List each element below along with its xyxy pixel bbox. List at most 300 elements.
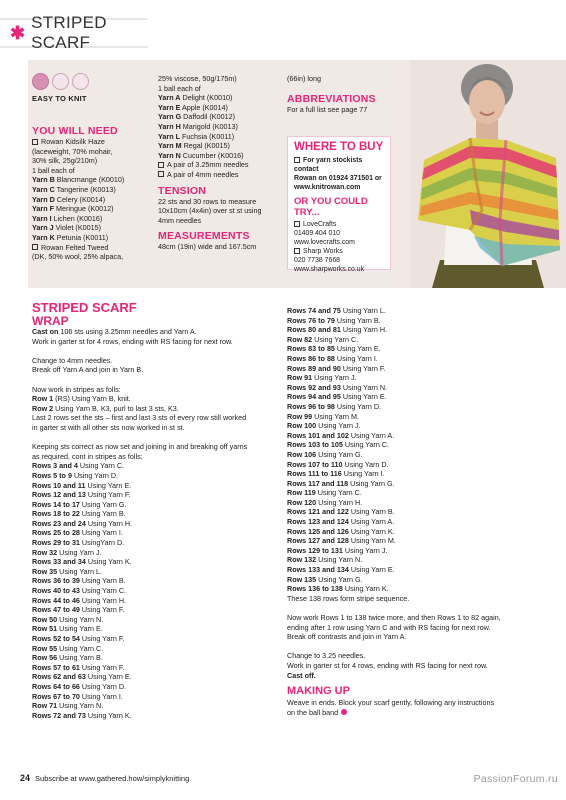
pattern-line bbox=[32, 490, 272, 500]
pattern-line bbox=[32, 413, 272, 423]
pattern-line-text: Now work in stripes as folls: bbox=[32, 384, 121, 394]
pattern-line-text: Using Yarn D. bbox=[71, 470, 119, 480]
pattern-line-text: Using Yarn F. bbox=[85, 490, 131, 500]
tension-line: 22 sts and 30 rows to measure bbox=[158, 196, 257, 206]
pattern-line bbox=[32, 672, 272, 682]
material-line-bold: Yarn K bbox=[32, 232, 55, 242]
material-line-bold: Yarn C bbox=[32, 184, 55, 194]
pattern-line-bold: Rows 94 and 95 bbox=[287, 392, 341, 402]
pattern-line-bold: Row 82 bbox=[287, 334, 313, 344]
material-line bbox=[158, 84, 276, 94]
pattern-line-bold: Row 2 bbox=[32, 403, 54, 413]
pattern-line-text: Using Yarn E. bbox=[348, 565, 395, 575]
material-line bbox=[158, 151, 276, 161]
pattern-line-bold: Row 119 bbox=[287, 488, 316, 498]
pattern-line-bold: Rows 14 to 17 bbox=[32, 499, 80, 509]
alternative-line-text: Sharp Works bbox=[303, 248, 343, 255]
pattern-line-text: Using Yarn A. bbox=[348, 430, 395, 440]
making-up-line-2 bbox=[287, 708, 549, 718]
pattern-line bbox=[32, 452, 272, 462]
pattern-line-text: Using Yarn B. bbox=[79, 576, 126, 586]
pattern-line-bold: Rows 44 to 46 bbox=[32, 595, 80, 605]
pattern-line bbox=[287, 613, 549, 623]
material-line bbox=[32, 243, 157, 253]
pattern-line bbox=[287, 412, 549, 422]
material-line-text: (DK, 50% wool, 25% alpaca, bbox=[32, 252, 124, 262]
pattern-line-text: Using Yarn F. bbox=[79, 662, 125, 672]
pattern-line bbox=[32, 596, 272, 606]
pattern-line-bold: Rows 5 to 9 bbox=[32, 470, 72, 480]
material-line-bold: Yarn G bbox=[158, 112, 182, 122]
pattern-line-text: Using Yarn E. bbox=[85, 480, 132, 490]
material-line-text: A pair of 3.25mm needles bbox=[167, 160, 249, 170]
pattern-line-text: Break off Yarn A and join in Yarn B. bbox=[32, 365, 144, 375]
checkbox-icon bbox=[294, 157, 300, 163]
alternative-line bbox=[294, 238, 384, 247]
pattern-line-bold: Rows 86 to 88 bbox=[287, 353, 335, 363]
material-line-text: Lichen (K0016) bbox=[51, 213, 103, 223]
pattern-line bbox=[287, 383, 549, 393]
pattern-line bbox=[32, 471, 272, 481]
material-line-bold: Yarn J bbox=[32, 223, 54, 233]
pattern-line-bold: Row 135 bbox=[287, 574, 317, 584]
pattern-line bbox=[32, 394, 272, 404]
material-line-text: (laceweight, 70% mohair, bbox=[32, 146, 113, 156]
pattern-line-text: Using Yarn B. bbox=[57, 653, 103, 663]
pattern-line-bold: Rows 36 to 39 bbox=[32, 576, 80, 586]
material-line-text: Rowan Kidsilk Haze bbox=[41, 137, 105, 146]
pattern-line-bold: Rows 96 to 98 bbox=[287, 401, 335, 411]
pattern-line-text: Using Yarn G. bbox=[316, 449, 363, 459]
material-line-bold: Yarn N bbox=[158, 150, 181, 160]
pattern-line bbox=[32, 365, 272, 375]
pattern-line bbox=[32, 337, 272, 347]
pattern-line-bold: Rows 127 and 128 bbox=[287, 536, 349, 546]
material-line-text: Regal (K0015) bbox=[181, 141, 230, 151]
abbreviations-heading: ABBREVIATIONS bbox=[287, 92, 376, 105]
pattern-line bbox=[287, 594, 549, 604]
material-line-bold: Yarn E bbox=[158, 102, 181, 112]
material-line-bold: Yarn B bbox=[32, 175, 55, 185]
pattern-line-text: Using Yarn M. bbox=[312, 411, 360, 421]
material-line bbox=[32, 233, 157, 243]
yarn-ball-icon bbox=[72, 73, 89, 90]
pattern-line bbox=[287, 316, 549, 326]
pattern-line bbox=[287, 402, 549, 412]
alternative-line-text: 020 7738 7668 bbox=[294, 257, 340, 264]
pattern-line bbox=[287, 555, 549, 565]
pattern-line-text: Using Yarn C. bbox=[79, 586, 127, 596]
pattern-line-text: Using Yarn H. bbox=[85, 518, 133, 528]
material-line-text: A pair of 4mm needles bbox=[167, 169, 239, 179]
material-line-bold: Yarn F bbox=[32, 204, 54, 214]
pattern-line-text: Now work Rows 1 to 138 twice more, and then Rows 1 to 82 again, bbox=[287, 613, 501, 622]
material-line-text: 1 ball each of bbox=[32, 165, 75, 175]
pattern-line-bold: Rows 101 and 102 bbox=[287, 430, 349, 440]
measurements-text bbox=[158, 242, 276, 252]
pattern-line-bold: Rows 52 to 54 bbox=[32, 634, 80, 643]
material-line bbox=[158, 141, 276, 151]
material-line-text: Marigold (K0013) bbox=[180, 121, 238, 131]
pattern-line-bold: Row 120 bbox=[287, 497, 317, 507]
pattern-line-text: in garter st with all other sts now worked in st st. bbox=[32, 422, 185, 432]
pattern-line bbox=[32, 481, 272, 491]
material-line-text: Apple (K0014) bbox=[180, 102, 228, 112]
pattern-line-text: Using Yarn J. bbox=[312, 373, 357, 383]
material-line-text: Tangerine (K0013) bbox=[54, 184, 116, 194]
pattern-line bbox=[32, 576, 272, 586]
pattern-line bbox=[287, 306, 549, 316]
pattern-line bbox=[287, 440, 549, 450]
watermark: PassionForum.ru bbox=[473, 773, 558, 785]
pattern-line bbox=[32, 538, 272, 548]
pattern-line-text: These 138 rows form stripe sequence. bbox=[287, 593, 410, 603]
measurements-continued: (66in) long bbox=[287, 74, 321, 83]
skill-label: EASY TO KNIT bbox=[32, 94, 87, 103]
pattern-line-text: Using Yarn G. bbox=[79, 499, 127, 509]
pattern-line-text: Using Yarn N. bbox=[57, 701, 104, 711]
material-line bbox=[158, 160, 276, 170]
material-line-text: Cucumber (K0016) bbox=[180, 150, 244, 160]
pattern-line-bold: Rows 64 to 66 bbox=[32, 681, 80, 691]
you-will-need-heading: YOU WILL NEED bbox=[32, 125, 118, 137]
pattern-line-text: Using Yarn N. bbox=[57, 614, 104, 624]
pattern-line bbox=[287, 546, 549, 556]
pattern-line-text: Using Yarn E. bbox=[85, 672, 132, 682]
stockist-line-bold: www.knitrowan.com bbox=[294, 184, 361, 191]
pattern-line-text: Work in garter st for 4 rows, ending with RS facing for next row. bbox=[287, 660, 488, 670]
pattern-line-text: Using Yarn E. bbox=[334, 344, 381, 354]
materials-list-continued bbox=[158, 74, 276, 180]
pattern-line-text: Using Yarn J. bbox=[57, 547, 102, 557]
pattern-line-text: Using Yarn K. bbox=[85, 557, 132, 567]
alternative-line-text: 01409 404 010 bbox=[294, 230, 340, 237]
material-line bbox=[158, 112, 276, 122]
pattern-line bbox=[287, 344, 549, 354]
pattern-line bbox=[287, 661, 549, 671]
pattern-line bbox=[287, 632, 549, 642]
pattern-line bbox=[287, 479, 549, 489]
pattern-rows-continued bbox=[287, 306, 549, 680]
pattern-line-bold: Rows 62 and 63 bbox=[32, 672, 86, 682]
pattern-line-bold: Rows 129 to 131 bbox=[287, 545, 343, 555]
pattern-line-text: Using Yarn H. bbox=[316, 497, 363, 507]
pattern-line-bold: Row 55 bbox=[32, 643, 58, 653]
tension-line: 4mm needles bbox=[158, 215, 202, 225]
material-line-text: Rowan Felted Tweed bbox=[41, 242, 109, 252]
pattern-line bbox=[287, 536, 549, 546]
pattern-line-bold: Rows 40 to 43 bbox=[32, 586, 80, 596]
pattern-line-text: Change to 3.25 needles. bbox=[287, 651, 366, 661]
pattern-line bbox=[32, 663, 272, 673]
pattern-line-bold: Row 71 bbox=[32, 701, 58, 711]
pattern-line-text: Using Yarn M. bbox=[348, 536, 396, 546]
pattern-line-bold: Rows 92 and 93 bbox=[287, 382, 341, 392]
pattern-line-text: Using Yarn D. bbox=[342, 459, 389, 469]
material-line bbox=[32, 137, 157, 147]
paragraph-gap bbox=[32, 375, 272, 385]
alternative-line-text: www.sharpworks.co.uk bbox=[294, 266, 365, 273]
pattern-line bbox=[32, 605, 272, 615]
pattern-line-text: UsingYarn D. bbox=[79, 538, 125, 548]
stockist-line bbox=[294, 183, 384, 192]
pattern-line-bold: Rows 47 to 49 bbox=[32, 605, 80, 615]
pattern-line-text: Using Yarn F. bbox=[340, 363, 386, 373]
material-line bbox=[32, 204, 157, 214]
pattern-line-text: Using Yarn N. bbox=[340, 382, 388, 392]
pattern-line-bold: Row 106 bbox=[287, 449, 317, 459]
pattern-line-bold: Cast off. bbox=[287, 670, 316, 680]
material-line-bold: Yarn D bbox=[32, 194, 55, 204]
pattern-line-text: Using Yarn K. bbox=[342, 584, 389, 594]
pattern-title: STRIPED SCARF bbox=[32, 300, 137, 315]
pattern-line-bold: Row 50 bbox=[32, 614, 58, 624]
pattern-line-bold: Row 100 bbox=[287, 421, 317, 431]
checkbox-icon bbox=[158, 162, 164, 168]
alternative-line bbox=[294, 220, 384, 229]
pattern-line bbox=[287, 373, 549, 383]
pattern-line-bold: Rows 121 and 122 bbox=[287, 507, 349, 517]
material-line bbox=[32, 156, 157, 166]
materials-list bbox=[32, 137, 157, 262]
material-line-bold: Yarn A bbox=[158, 93, 181, 103]
pattern-line bbox=[32, 385, 272, 395]
where-to-buy-heading: WHERE TO BUY bbox=[294, 141, 384, 153]
alternative-line bbox=[294, 247, 384, 256]
pattern-line-text: Change to 4mm needles. bbox=[32, 355, 113, 365]
pattern-line-text: Using Yarn I. bbox=[79, 528, 123, 538]
pattern-line-bold: Rows 23 and 24 bbox=[32, 518, 86, 528]
pattern-line-text: Using Yarn N. bbox=[316, 555, 363, 565]
material-line-text: Daffodil (K0012) bbox=[181, 112, 235, 122]
checkbox-icon bbox=[32, 244, 38, 250]
page-number: 24 bbox=[20, 773, 31, 783]
stockist-line-bold: For yarn stockists contact bbox=[294, 157, 363, 173]
pattern-line bbox=[32, 519, 272, 529]
checkbox-icon bbox=[294, 248, 300, 254]
pattern-line bbox=[287, 575, 549, 585]
stockist-line bbox=[294, 156, 384, 174]
pattern-line-bold: Rows 3 and 4 bbox=[32, 461, 78, 471]
making-up-line-2-text: on the ball band bbox=[287, 707, 339, 717]
skill-rating bbox=[32, 73, 89, 90]
pattern-line bbox=[32, 692, 272, 702]
material-line bbox=[32, 214, 157, 224]
pattern-line-text: Using Yarn C. bbox=[312, 334, 359, 344]
asterisk-icon: ✱ bbox=[10, 23, 26, 43]
material-line bbox=[158, 93, 276, 103]
pattern-line-text: Using Yarn I. bbox=[79, 691, 123, 701]
alternative-stockists bbox=[294, 220, 384, 274]
pattern-instructions-col2 bbox=[287, 306, 549, 717]
measurements-line: 48cm (19in) wide and 167.5cm bbox=[158, 242, 257, 252]
pattern-line-text: Using Yarn A. bbox=[348, 517, 395, 527]
material-line-text: Fuchsia (K0011) bbox=[179, 131, 235, 141]
pattern-line bbox=[287, 335, 549, 345]
pattern-line bbox=[32, 682, 272, 692]
pattern-line bbox=[32, 557, 272, 567]
making-up-line-1: Weave in ends. Block your scarf gently, following any instructions bbox=[287, 698, 495, 708]
pattern-line bbox=[32, 567, 272, 577]
pattern-line bbox=[32, 500, 272, 510]
paragraph-gap bbox=[32, 433, 272, 443]
pattern-line bbox=[287, 671, 549, 681]
pattern-line bbox=[287, 364, 549, 374]
pattern-line-bold: Row 132 bbox=[287, 555, 317, 565]
paragraph-gap bbox=[287, 642, 549, 652]
pattern-line bbox=[287, 498, 549, 508]
pattern-line-text: Using Yarn B, K3, purl to last 3 sts, K3. bbox=[53, 403, 179, 413]
where-to-buy-box bbox=[287, 136, 391, 273]
pattern-line-text: Using Yarn C. bbox=[77, 461, 125, 471]
material-line-text: Blancmange (K0010) bbox=[54, 175, 125, 185]
pattern-line bbox=[32, 548, 272, 558]
tension-text bbox=[158, 197, 276, 226]
material-line-text: Petunia (K0011) bbox=[54, 232, 109, 242]
pattern-line bbox=[287, 623, 549, 633]
pattern-line-text: Using Yarn C. bbox=[315, 488, 362, 498]
pattern-line-text: as required, cont in stripes as folls: bbox=[32, 451, 143, 461]
pattern-line bbox=[32, 586, 272, 596]
pattern-line bbox=[287, 392, 549, 402]
pattern-line bbox=[287, 450, 549, 460]
material-line-text: Violet (K0015) bbox=[53, 223, 101, 233]
pattern-line-text: (RS) Using Yarn B, knit. bbox=[53, 394, 131, 404]
skill-level bbox=[32, 73, 89, 103]
material-line-text: Celery (K0014) bbox=[54, 194, 106, 204]
pattern-line bbox=[287, 488, 549, 498]
alternative-line bbox=[294, 229, 384, 238]
pattern-line-text: Using Yarn D. bbox=[79, 681, 127, 691]
pattern-line bbox=[287, 517, 549, 527]
abbreviations-section bbox=[287, 74, 397, 114]
pattern-line-bold: Rows 29 to 31 bbox=[32, 538, 80, 548]
pattern-line-bold: Rows 74 and 75 bbox=[287, 306, 341, 315]
pattern-line-bold: Row 99 bbox=[287, 411, 313, 421]
pattern-line-bold: Rows 10 and 11 bbox=[32, 480, 86, 490]
material-line-text: 1 ball each of bbox=[158, 83, 201, 93]
pattern-line bbox=[287, 421, 549, 431]
material-line-text: Delight (K0010) bbox=[180, 93, 233, 103]
stockist-info bbox=[294, 156, 384, 192]
pattern-line-text: Using Yarn E. bbox=[340, 392, 387, 402]
pattern-line bbox=[32, 442, 272, 452]
pattern-line bbox=[32, 404, 272, 414]
pattern-line-bold: Rows 76 to 79 bbox=[287, 315, 335, 325]
yarn-ball-icon bbox=[52, 73, 69, 90]
pattern-line bbox=[32, 634, 272, 644]
material-line-bold: Yarn M bbox=[158, 141, 182, 151]
material-line bbox=[158, 132, 276, 142]
pattern-line bbox=[32, 356, 272, 366]
pattern-line bbox=[32, 509, 272, 519]
pattern-line bbox=[287, 325, 549, 335]
stockist-line bbox=[294, 174, 384, 183]
pattern-line bbox=[32, 461, 272, 471]
pattern-line-text: Using Yarn E. bbox=[57, 624, 103, 634]
pattern-subtitle: WRAP bbox=[32, 314, 69, 328]
pattern-line-text: Using Yarn D. bbox=[334, 401, 382, 411]
material-line bbox=[32, 195, 157, 205]
alternatives-heading: OR YOU COULD TRY... bbox=[294, 196, 368, 218]
pattern-line-text: Using Yarn F. bbox=[79, 634, 125, 643]
pattern-line-bold: Row 32 bbox=[32, 547, 58, 557]
material-line bbox=[32, 223, 157, 233]
pattern-line bbox=[32, 644, 272, 654]
pattern-line-bold: Rows 117 and 118 bbox=[287, 478, 349, 488]
pattern-line bbox=[287, 651, 549, 661]
pattern-line-text: Using Yarn J. bbox=[342, 545, 388, 555]
pattern-line-bold: Rows 72 and 73 bbox=[32, 710, 86, 720]
pattern-line-text: Break off contrasts and join in Yarn A. bbox=[287, 632, 407, 642]
material-line bbox=[32, 147, 157, 157]
pattern-line-bold: Rows 107 to 110 bbox=[287, 459, 343, 469]
pattern-line bbox=[287, 507, 549, 517]
pattern-line-text: Using Yarn F. bbox=[79, 605, 125, 615]
material-line bbox=[158, 170, 276, 180]
checkbox-icon bbox=[294, 221, 300, 227]
material-line bbox=[158, 74, 276, 84]
alternative-line-text: LoveCrafts bbox=[303, 221, 337, 228]
pattern-line-text: Using Yarn L. bbox=[340, 306, 386, 315]
page-header bbox=[0, 13, 148, 52]
making-up-heading: MAKING UP bbox=[287, 685, 350, 698]
pattern-line-text: Using Yarn B. bbox=[334, 315, 381, 325]
pattern-line bbox=[32, 701, 272, 711]
pattern-line bbox=[287, 565, 549, 575]
pattern-line bbox=[287, 527, 549, 537]
pattern-line-bold: Row 51 bbox=[32, 624, 58, 634]
footer-text: Subscribe at www.gathered.how/simplyknitting bbox=[35, 774, 190, 783]
pattern-line-text: Using Yarn I. bbox=[341, 469, 385, 479]
pattern-line-bold: Rows 80 and 81 bbox=[287, 325, 341, 335]
pattern-line-bold: Rows 33 and 34 bbox=[32, 557, 86, 567]
pattern-line-text: Using Yarn H. bbox=[79, 595, 127, 605]
pattern-line-text: Keeping sts correct as now set and joining in and breaking off yarns bbox=[32, 442, 248, 452]
pattern-line-bold: Rows 111 to 116 bbox=[287, 469, 342, 479]
pattern-line bbox=[32, 624, 272, 634]
pattern-line-bold: Rows 125 and 126 bbox=[287, 526, 349, 536]
pattern-line-text: Using Yarn H. bbox=[340, 325, 388, 335]
pattern-line-text: Using Yarn C. bbox=[342, 440, 390, 450]
material-line-bold: Yarn I bbox=[32, 213, 52, 223]
alternative-line-text: www.lovecrafts.com bbox=[294, 239, 355, 246]
pattern-line-text: Using Yarn B. bbox=[79, 509, 126, 519]
material-line bbox=[32, 175, 157, 185]
pattern-line bbox=[287, 584, 549, 594]
alternative-line bbox=[294, 265, 384, 274]
pattern-line-bold: Rows 89 and 90 bbox=[287, 363, 341, 373]
material-line-text: 25% viscose, 50g/175m) bbox=[158, 74, 237, 83]
stockist-line-bold: Rowan on 01924 371501 or bbox=[294, 175, 382, 182]
pattern-line-bold: Rows 67 to 70 bbox=[32, 691, 80, 701]
paragraph-gap bbox=[287, 603, 549, 613]
checkbox-icon bbox=[158, 171, 164, 177]
pattern-line-bold: Rows 133 and 134 bbox=[287, 565, 349, 575]
pattern-line bbox=[32, 528, 272, 538]
pattern-line-bold: Rows 18 to 22 bbox=[32, 509, 80, 519]
pattern-line-text: Using Yarn J. bbox=[316, 421, 361, 431]
pattern-line-text: Last 2 rows set the sts – first and last 3 sts of every row still worked bbox=[32, 413, 247, 423]
page-title: STRIPED SCARF bbox=[31, 13, 107, 52]
pattern-line-bold: Rows 57 to 61 bbox=[32, 662, 80, 672]
pattern-line bbox=[32, 711, 272, 721]
pattern-line-text: Using Yarn I. bbox=[334, 353, 378, 363]
material-line-text: 30% silk, 25g/210m) bbox=[32, 156, 98, 166]
checkbox-icon bbox=[32, 139, 38, 145]
pattern-line-text: Using Yarn B. bbox=[348, 507, 395, 517]
material-line bbox=[32, 166, 157, 176]
